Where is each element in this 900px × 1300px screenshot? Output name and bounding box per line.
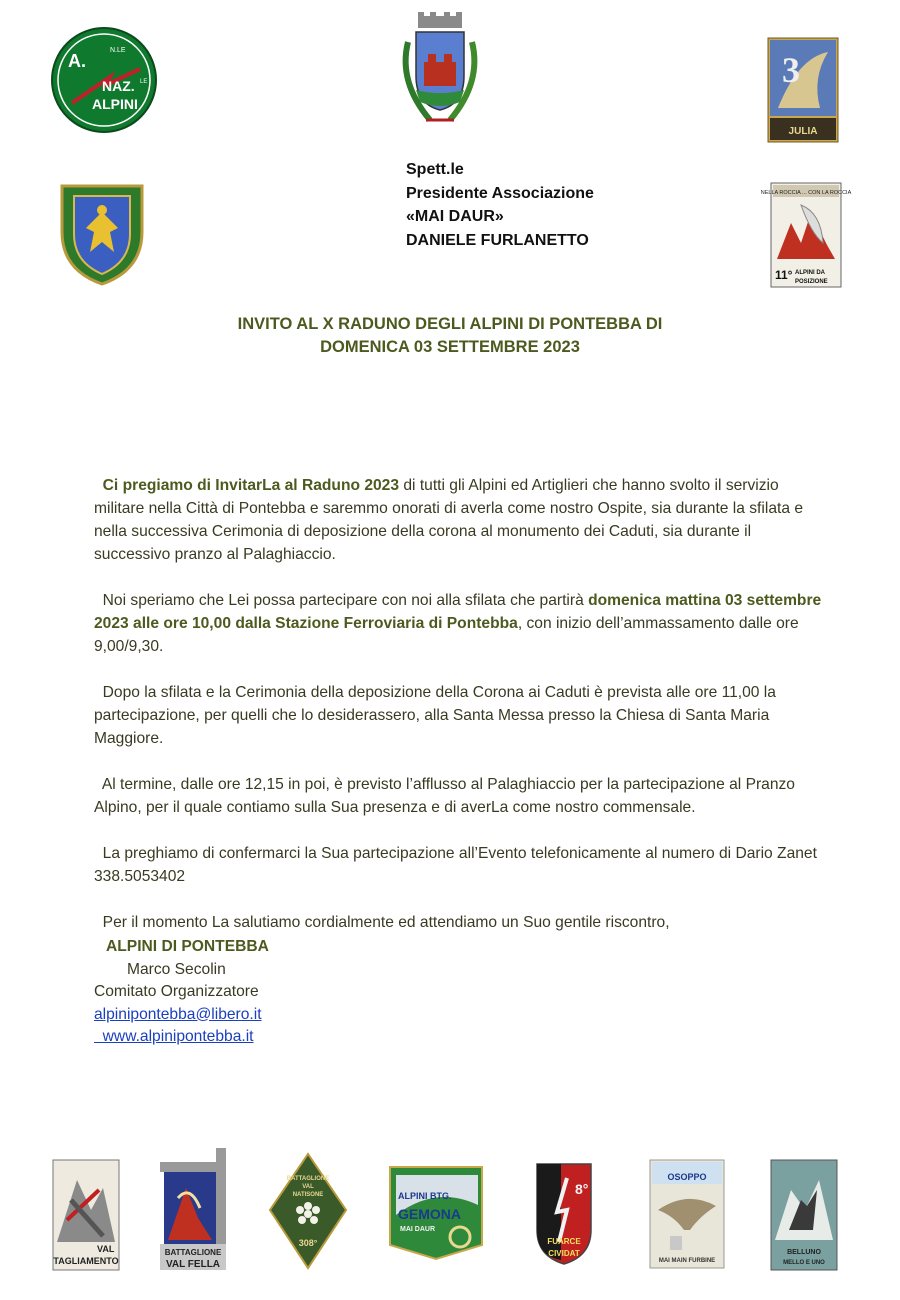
belluno-badge xyxy=(771,1160,837,1270)
svg-text:N.LE: N.LE xyxy=(110,47,126,54)
svg-text:MAI DAUR: MAI DAUR xyxy=(400,1226,435,1233)
svg-text:NELLA ROCCIA ... CON LA ROCCIA: NELLA ROCCIA ... CON LA ROCCIA xyxy=(760,190,852,196)
svg-text:TAGLIAMENTO: TAGLIAMENTO xyxy=(53,1256,119,1266)
pontebba-coat-of-arms xyxy=(390,12,490,132)
svg-text:ALPINI BTG.: ALPINI BTG. xyxy=(398,1191,452,1201)
signature-name: Marco Secolin xyxy=(127,960,226,978)
svg-text:BELLUNO: BELLUNO xyxy=(787,1249,821,1256)
svg-text:OSOPPO: OSOPPO xyxy=(667,1172,707,1182)
addressee-line-1: Spett.le xyxy=(406,161,464,178)
gemona-badge xyxy=(388,1165,484,1261)
svg-text:GEMONA: GEMONA xyxy=(398,1206,461,1222)
svg-text:VAL: VAL xyxy=(97,1244,115,1254)
svg-text:3: 3 xyxy=(782,50,800,90)
friuli-shield-badge xyxy=(58,182,146,286)
svg-text:MAI MAIN FURBINE: MAI MAIN FURBINE xyxy=(658,1258,716,1264)
signature-block xyxy=(94,936,269,1049)
posizione-badge xyxy=(760,183,852,287)
paragraph-5: La preghiamo di confermarci la Sua partecipazione all’Evento telefonicamente al numero di Dario Zanet 338.5053402 xyxy=(94,845,817,885)
signature-org: ALPINI DI PONTEBBA xyxy=(106,938,269,955)
signature-role: Comitato Organizzatore xyxy=(94,983,259,1000)
title-line-2: DOMENICA 03 SETTEMBRE 2023 xyxy=(320,338,580,356)
website-link[interactable]: www.alpinipontebba.it xyxy=(94,1028,254,1045)
osoppo-badge xyxy=(650,1160,724,1268)
paragraph-4: Al termine, dalle ore 12,15 in poi, è previsto l’afflusso al Palaghiaccio per la partecipazione al Pranzo Alpino, per il quale contiamo sulla Sua presenza e di averLa come nostro commensale. xyxy=(94,776,795,816)
addressee-block xyxy=(406,158,594,252)
ana-logo-text-a: A. xyxy=(68,51,86,71)
ana-logo-text-alpini: ALPINI xyxy=(92,96,138,112)
svg-text:FUARCE: FUARCE xyxy=(547,1237,581,1246)
paragraph-3: Dopo la sfilata e la Cerimonia della deposizione della Corona ai Caduti è prevista alle ore 11,00 la partecipazione, per quelli che lo desiderassero, alla Santa Messa presso la Chiesa di Santa Maria Maggiore. xyxy=(94,684,776,747)
svg-text:11°: 11° xyxy=(775,268,793,282)
paragraph-6: Per il momento La salutiamo cordialmente ed attendiamo un Suo gentile riscontro, xyxy=(102,914,670,931)
addressee-line-3: «MAI DAUR» xyxy=(406,208,504,225)
svg-text:BATTAGLIONE: BATTAGLIONE xyxy=(164,1248,222,1257)
svg-text:VAL: VAL xyxy=(302,1184,314,1190)
svg-text:CIVIDAT: CIVIDAT xyxy=(548,1249,580,1258)
email-link[interactable]: alpinipontebba@libero.it xyxy=(94,1005,262,1023)
val-fella-badge xyxy=(156,1148,232,1272)
svg-text:ALPINI DA: ALPINI DA xyxy=(795,270,825,276)
paragraph-1: Ci pregiamo di InvitarLa al Raduno 2023 di tutti gli Alpini ed Artiglieri che hanno svolto il servizio militare nella Città di Pontebba e saremmo onorati di averla come nostro Ospite, sia durante la sfilata e nella successiva Cerimonia di deposizione della corona al monumento dei Caduti, sia durante il successivo pranzo al Palaghiaccio. xyxy=(94,477,804,563)
svg-text:8°: 8° xyxy=(575,1181,589,1197)
fuarce-cividat-badge xyxy=(531,1160,597,1266)
julia-badge xyxy=(768,38,838,142)
val-tagliamento-badge xyxy=(53,1160,119,1270)
svg-text:POSIZIONE: POSIZIONE xyxy=(795,279,828,285)
svg-text:MELLO E UNO: MELLO E UNO xyxy=(783,1260,825,1266)
svg-text:LE: LE xyxy=(140,79,148,85)
document-title xyxy=(0,313,900,359)
ana-logo xyxy=(50,25,158,135)
svg-text:NATISONE: NATISONE xyxy=(292,1192,324,1198)
paragraph-2: Noi speriamo che Lei possa partecipare con noi alla sfilata che partirà domenica mattina 03 settembre 2023 alle ore 10,00 dalla Stazione Ferroviaria di Pontebba, con inizio dell’ammassamento dalle ore 9,00/9,30. xyxy=(94,592,822,655)
letter-body xyxy=(94,474,824,957)
svg-text:VAL FELLA: VAL FELLA xyxy=(165,1259,221,1270)
val-natisone-badge xyxy=(268,1152,348,1270)
svg-text:BATTAGLIONE: BATTAGLIONE xyxy=(286,1176,330,1182)
addressee-line-4: DANIELE FURLANETTO xyxy=(406,231,589,249)
ana-logo-text-naz: NAZ. xyxy=(102,78,135,94)
svg-text:308°: 308° xyxy=(298,1238,318,1248)
addressee-line-2: Presidente Associazione xyxy=(406,184,594,202)
title-line-1: INVITO AL X RADUNO DEGLI ALPINI DI PONTEBBA DI xyxy=(237,315,663,333)
svg-text:JULIA: JULIA xyxy=(788,126,818,137)
